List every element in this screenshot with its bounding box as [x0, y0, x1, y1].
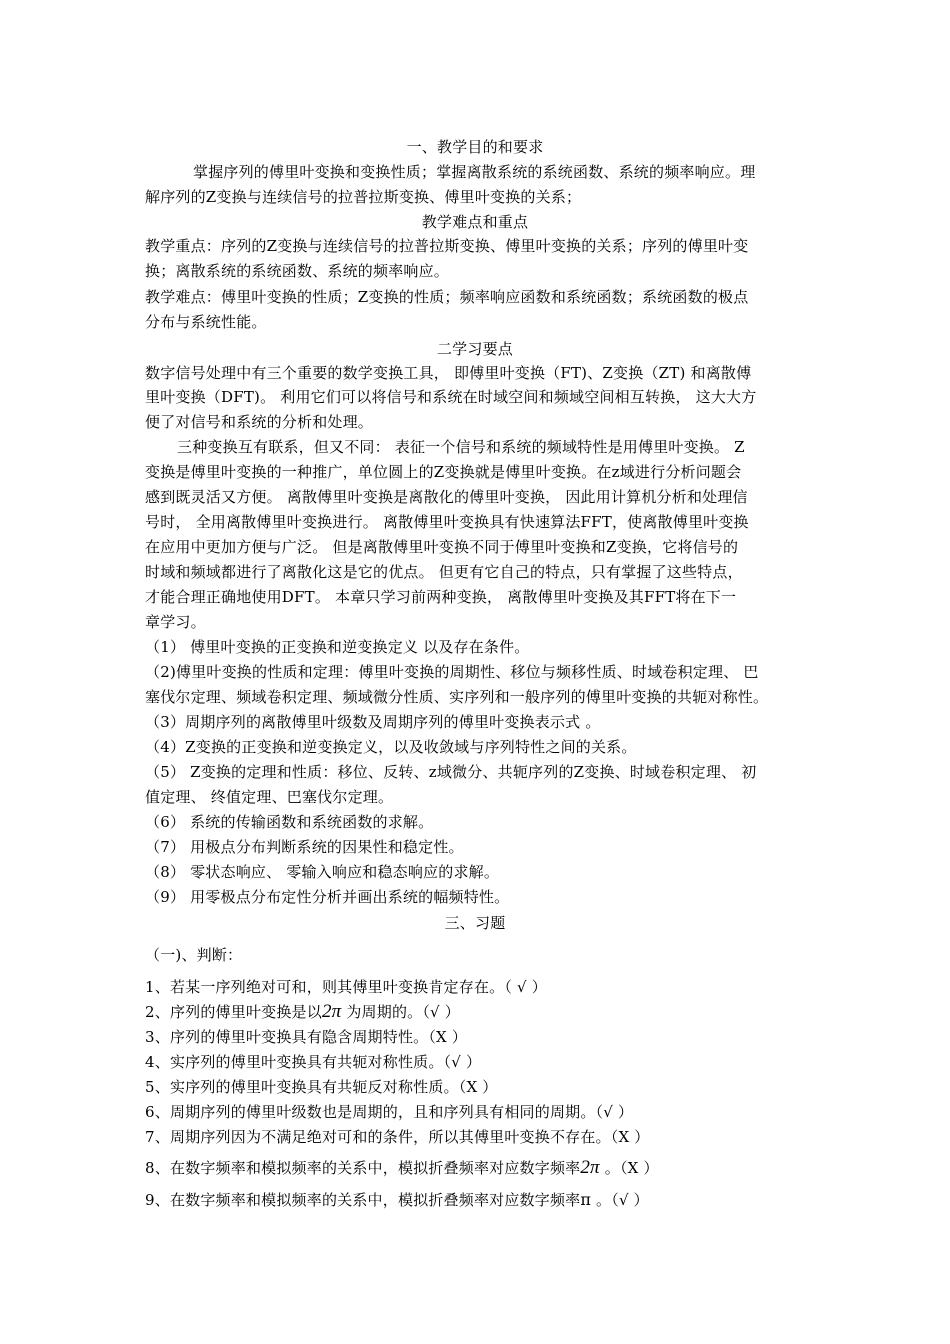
paragraph-line: 解序列的Z变换与连续信号的拉普拉斯变换、傅里叶变换的关系； — [145, 188, 582, 206]
question-text: 8、在数字频率和模拟频率的关系中，模拟折叠频率对应数字频率 — [145, 1159, 581, 1177]
question-item — [145, 1000, 460, 1024]
subsection-heading: （一)、判断： — [145, 946, 243, 964]
question-item: 3、序列的傅里叶变换具有隐含周期特性。（X ） — [145, 1028, 468, 1046]
paragraph-line: 感到既灵活又方便。 离散傅里叶变换是离散化的傅里叶变换， 因此用计算机分析和处理信 — [145, 488, 748, 506]
question-item: 1、若某一序列绝对可和，则其傅里叶变换肯定存在。（ √ ） — [145, 978, 547, 996]
question-item: 7、周期序列因为不满足绝对可和的条件，所以其傅里叶变换不存在。（X ） — [145, 1128, 650, 1146]
question-text: 。（√ ） — [591, 1191, 649, 1209]
question-item — [145, 1156, 659, 1180]
section-heading-key-points: 二学习要点 — [436, 340, 513, 358]
paragraph-line: 章学习。 — [145, 613, 206, 631]
section-heading-exercises: 三、习题 — [444, 914, 506, 932]
question-text: 2、序列的傅里叶变换是以 — [145, 1003, 322, 1021]
paragraph-line: 换；离散系统的系统函数、系统的频率响应。 — [145, 262, 450, 280]
list-item: （7） 用极点分布判断系统的因果性和稳定性。 — [145, 838, 464, 856]
question-item: 6、周期序列的傅里叶级数也是周期的，且和序列具有相同的周期。（√ ） — [145, 1103, 634, 1121]
question-item: 4、实序列的傅里叶变换具有共轭对称性质。（√ ） — [145, 1053, 482, 1071]
paragraph-line: 数字信号处理中有三个重要的数学变换工具， 即傅里叶变换（FT)、Z变换（ZT) 和离散傅 — [145, 364, 752, 382]
section-heading-difficulties: 教学难点和重点 — [421, 213, 529, 231]
paragraph-line: 三种变换互有联系，但又不同： 表征一个信号和系统的频域特性是用傅里叶变换。 Z — [177, 438, 745, 456]
paragraph-line: 时域和频域都进行了离散化这是它的优点。 但更有它自己的特点，只有掌握了这些特点， — [145, 563, 743, 581]
paragraph-line: 分布与系统性能。 — [145, 313, 267, 331]
math-expression: π — [580, 1190, 592, 1209]
list-item: 值定理、 终值定理、巴塞伐尔定理。 — [145, 788, 394, 806]
list-item: （8） 零状态响应、 零输入响应和稳态响应的求解。 — [145, 863, 500, 881]
list-item: （9） 用零极点分布定性分析并画出系统的幅频特性。 — [145, 888, 510, 906]
question-text: 9、在数字频率和模拟频率的关系中，模拟折叠频率对应数字频率 — [145, 1191, 581, 1209]
paragraph-line: 里叶变换（DFT)。 利用它们可以将信号和系统在时域空间和频域空间相互转换， 这大大方 — [145, 388, 757, 406]
paragraph-line: 在应用中更加方便与广泛。 但是离散傅里叶变换不同于傅里叶变换和Z变换，它将信号的 — [145, 538, 739, 556]
math-expression: 2π — [321, 1001, 342, 1022]
list-item: （6） 系统的传输函数和系统函数的求解。 — [145, 813, 434, 831]
paragraph-line: 便了对信号和系统的分析和处理。 — [145, 413, 374, 431]
list-item: （5） Z变换的定理和性质：移位、反转、z域微分、共轭序列的Z变换、时域卷积定理、 初 — [145, 763, 757, 781]
question-text: 。（X ） — [599, 1159, 659, 1177]
paragraph-line: 变换是傅里叶变换的一种推广，单位圆上的Z变换就是傅里叶变换。在z域进行分析问题会 — [145, 463, 742, 481]
math-expression: 2π — [580, 1157, 600, 1178]
section-heading-goals: 一、教学目的和要求 — [406, 138, 544, 156]
paragraph-line: 才能合理正确地使用DFT。 本章只学习前两种变换， 离散傅里叶变换及其FFT将在下一 — [145, 588, 737, 606]
question-item: 5、实序列的傅里叶变换具有共轭反对称性质。（X ） — [145, 1078, 498, 1096]
list-item: （3）周期序列的离散傅里叶级数及周期序列的傅里叶变换表示式 。 — [145, 713, 601, 731]
paragraph-line: 号时， 全用离散傅里叶变换进行。 离散傅里叶变换具有快速算法FFT，使离散傅里叶变换 — [145, 513, 749, 531]
paragraph-line: 教学重点：序列的Z变换与连续信号的拉普拉斯变换、傅里叶变换的关系；序列的傅里叶变 — [145, 237, 749, 255]
paragraph-line: 教学难点：傅里叶变换的性质；Z变换的性质；频率响应函数和系统函数；系统函数的极点 — [145, 288, 749, 306]
list-item: （1） 傅里叶变换的正变换和逆变换定义 以及存在条件。 — [145, 638, 530, 656]
paragraph-line: 掌握序列的傅里叶变换和变换性质；掌握离散系统的系统函数、系统的频率响应。理 — [193, 163, 756, 181]
list-item: （2)傅里叶变换的性质和定理：傅里叶变换的周期性、移位与频移性质、时域卷积定理、 巴 — [145, 663, 759, 681]
list-item: （4）Z变换的正变换和逆变换定义，以及收敛域与序列特性之间的关系。 — [145, 738, 637, 756]
question-item — [145, 1188, 649, 1212]
question-text: 为周期的。（√ ） — [341, 1003, 460, 1021]
list-item: 塞伐尔定理、频域卷积定理、频域微分性质、实序列和一般序列的傅里叶变换的共轭对称性。 — [145, 688, 769, 706]
